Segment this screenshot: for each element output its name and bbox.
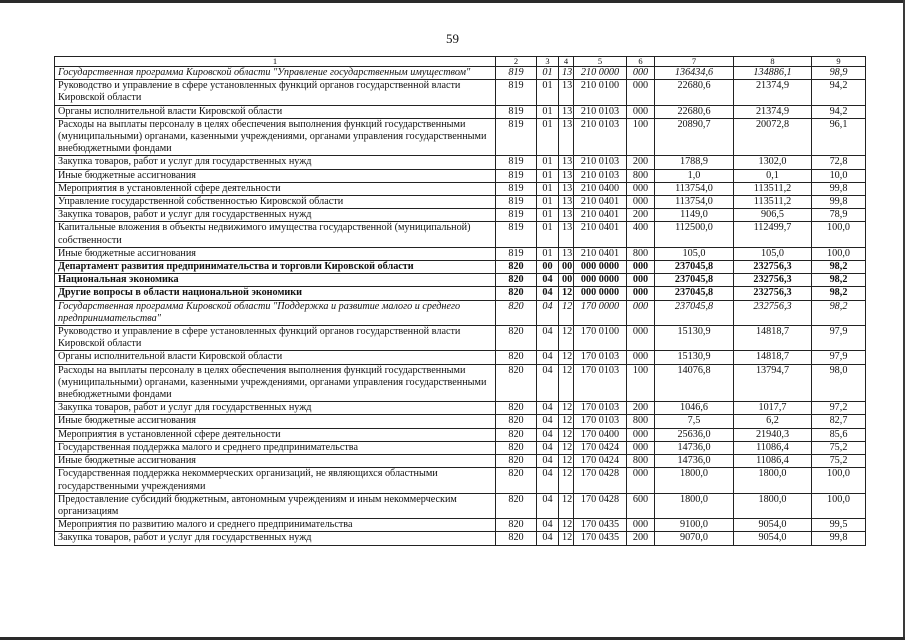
- percent-cell: 75,2: [812, 455, 866, 468]
- subsection-cell: 12: [559, 441, 574, 454]
- expense-type-cell: 000: [627, 351, 655, 364]
- admin-code-cell: 820: [496, 441, 537, 454]
- percent-cell: 98,2: [812, 261, 866, 274]
- expense-type-cell: 200: [627, 402, 655, 415]
- table-row: [55, 67, 866, 80]
- percent-cell: 82,7: [812, 415, 866, 428]
- expense-type-cell: 000: [627, 80, 655, 105]
- subsection-cell: 12: [559, 287, 574, 300]
- admin-code-cell: 820: [496, 364, 537, 402]
- table-row: [55, 351, 866, 364]
- expense-type-cell: 000: [627, 196, 655, 209]
- percent-cell: 78,9: [812, 209, 866, 222]
- planned-amount-cell: 9100,0: [655, 519, 734, 532]
- admin-code-cell: 820: [496, 455, 537, 468]
- planned-amount-cell: 237045,8: [655, 274, 734, 287]
- planned-amount-cell: 7,5: [655, 415, 734, 428]
- percent-cell: 94,2: [812, 80, 866, 105]
- section-cell: 01: [537, 118, 559, 156]
- target-article-cell: 170 0435: [574, 519, 627, 532]
- subsection-cell: 12: [559, 415, 574, 428]
- section-cell: 04: [537, 326, 559, 351]
- target-article-cell: 210 0401: [574, 247, 627, 260]
- table-row: [55, 287, 866, 300]
- target-article-cell: 170 0103: [574, 364, 627, 402]
- section-cell: 01: [537, 169, 559, 182]
- expense-type-cell: 000: [627, 67, 655, 80]
- section-cell: 01: [537, 247, 559, 260]
- percent-cell: 98,9: [812, 67, 866, 80]
- subsection-cell: 13: [559, 105, 574, 118]
- section-cell: 01: [537, 105, 559, 118]
- scan-edge-top: [0, 0, 905, 3]
- name-cell: Закупка товаров, работ и услуг для государственных нужд: [55, 532, 496, 545]
- actual-amount-cell: 20072,8: [734, 118, 812, 156]
- planned-amount-cell: 237045,8: [655, 287, 734, 300]
- actual-amount-cell: 105,0: [734, 247, 812, 260]
- percent-cell: 94,2: [812, 105, 866, 118]
- expense-type-cell: 000: [627, 300, 655, 325]
- target-article-cell: 170 0103: [574, 402, 627, 415]
- planned-amount-cell: 113754,0: [655, 196, 734, 209]
- admin-code-cell: 820: [496, 519, 537, 532]
- subsection-cell: 13: [559, 209, 574, 222]
- table-row: [55, 428, 866, 441]
- subsection-cell: 13: [559, 182, 574, 195]
- subsection-cell: 12: [559, 493, 574, 518]
- header-row: [55, 57, 866, 67]
- planned-amount-cell: 136434,6: [655, 67, 734, 80]
- subsection-cell: 13: [559, 156, 574, 169]
- expense-type-cell: 000: [627, 519, 655, 532]
- expense-type-cell: 200: [627, 156, 655, 169]
- table-body: [55, 67, 866, 546]
- percent-cell: 98,0: [812, 364, 866, 402]
- expense-type-cell: 000: [627, 105, 655, 118]
- actual-amount-cell: 21940,3: [734, 428, 812, 441]
- actual-amount-cell: 232756,3: [734, 287, 812, 300]
- table-row: [55, 364, 866, 402]
- subsection-cell: 00: [559, 261, 574, 274]
- section-cell: 04: [537, 441, 559, 454]
- planned-amount-cell: 15130,9: [655, 351, 734, 364]
- table-row: [55, 209, 866, 222]
- expense-type-cell: 000: [627, 261, 655, 274]
- admin-code-cell: 820: [496, 415, 537, 428]
- percent-cell: 99,8: [812, 182, 866, 195]
- planned-amount-cell: 22680,6: [655, 80, 734, 105]
- target-article-cell: 210 0103: [574, 118, 627, 156]
- name-cell: Департамент развития предпринимательства и торговли Кировской области: [55, 261, 496, 274]
- header-cell: 9: [812, 57, 866, 67]
- header-cell: 1: [55, 57, 496, 67]
- admin-code-cell: 819: [496, 67, 537, 80]
- percent-cell: 85,6: [812, 428, 866, 441]
- target-article-cell: 210 0401: [574, 196, 627, 209]
- table-row: [55, 80, 866, 105]
- percent-cell: 98,2: [812, 300, 866, 325]
- target-article-cell: 170 0400: [574, 428, 627, 441]
- target-article-cell: 170 0103: [574, 351, 627, 364]
- section-cell: 04: [537, 274, 559, 287]
- actual-amount-cell: 134886,1: [734, 67, 812, 80]
- expense-type-cell: 800: [627, 169, 655, 182]
- target-article-cell: 170 0424: [574, 441, 627, 454]
- subsection-cell: 12: [559, 532, 574, 545]
- expense-type-cell: 200: [627, 532, 655, 545]
- planned-amount-cell: 237045,8: [655, 300, 734, 325]
- planned-amount-cell: 112500,0: [655, 222, 734, 247]
- table-row: [55, 261, 866, 274]
- admin-code-cell: 819: [496, 118, 537, 156]
- planned-amount-cell: 1800,0: [655, 468, 734, 493]
- actual-amount-cell: 11086,4: [734, 441, 812, 454]
- planned-amount-cell: 9070,0: [655, 532, 734, 545]
- actual-amount-cell: 113511,2: [734, 196, 812, 209]
- header-cell: 5: [574, 57, 627, 67]
- admin-code-cell: 820: [496, 351, 537, 364]
- section-cell: 04: [537, 402, 559, 415]
- actual-amount-cell: 232756,3: [734, 300, 812, 325]
- table-row: [55, 455, 866, 468]
- planned-amount-cell: 15130,9: [655, 326, 734, 351]
- table-row: [55, 519, 866, 532]
- actual-amount-cell: 13794,7: [734, 364, 812, 402]
- percent-cell: 98,2: [812, 287, 866, 300]
- expense-type-cell: 100: [627, 364, 655, 402]
- table-row: [55, 493, 866, 518]
- table-row: [55, 118, 866, 156]
- name-cell: Закупка товаров, работ и услуг для государственных нужд: [55, 209, 496, 222]
- actual-amount-cell: 1302,0: [734, 156, 812, 169]
- subsection-cell: 12: [559, 468, 574, 493]
- name-cell: Закупка товаров, работ и услуг для государственных нужд: [55, 402, 496, 415]
- subsection-cell: 12: [559, 455, 574, 468]
- table-row: [55, 156, 866, 169]
- page-number: 59: [446, 31, 459, 46]
- header-cell: 3: [537, 57, 559, 67]
- table-row: [55, 532, 866, 545]
- name-cell: Предоставление субсидий бюджетным, автономным учреждениям и иным некоммерческим организациям: [55, 493, 496, 518]
- actual-amount-cell: 9054,0: [734, 519, 812, 532]
- section-cell: 04: [537, 519, 559, 532]
- name-cell: Закупка товаров, работ и услуг для государственных нужд: [55, 156, 496, 169]
- actual-amount-cell: 14818,7: [734, 326, 812, 351]
- name-cell: Иные бюджетные ассигнования: [55, 455, 496, 468]
- target-article-cell: 170 0424: [574, 455, 627, 468]
- planned-amount-cell: 1,0: [655, 169, 734, 182]
- subsection-cell: 12: [559, 519, 574, 532]
- section-cell: 04: [537, 415, 559, 428]
- target-article-cell: 170 0103: [574, 415, 627, 428]
- admin-code-cell: 820: [496, 428, 537, 441]
- target-article-cell: 210 0100: [574, 80, 627, 105]
- target-article-cell: 000 0000: [574, 274, 627, 287]
- percent-cell: 100,0: [812, 247, 866, 260]
- admin-code-cell: 820: [496, 532, 537, 545]
- subsection-cell: 13: [559, 118, 574, 156]
- expense-type-cell: 800: [627, 415, 655, 428]
- name-cell: Расходы на выплаты персоналу в целях обеспечения выполнения функций государственными (муниципальными) органами, казенными учреждениями, органами управления государственными внебюджетными фондами: [55, 364, 496, 402]
- expense-type-cell: 000: [627, 441, 655, 454]
- percent-cell: 99,8: [812, 532, 866, 545]
- percent-cell: 100,0: [812, 222, 866, 247]
- expense-type-cell: 000: [627, 274, 655, 287]
- name-cell: Управление государственной собственностью Кировской области: [55, 196, 496, 209]
- name-cell: Расходы на выплаты персоналу в целях обеспечения выполнения функций государственными (муниципальными) органами, казенными учреждениями, органами управления государственными внебюджетными фондами: [55, 118, 496, 156]
- percent-cell: 75,2: [812, 441, 866, 454]
- table-row: [55, 105, 866, 118]
- admin-code-cell: 820: [496, 326, 537, 351]
- table-row: [55, 274, 866, 287]
- name-cell: Мероприятия по развитию малого и среднего предпринимательства: [55, 519, 496, 532]
- expense-type-cell: 000: [627, 287, 655, 300]
- actual-amount-cell: 9054,0: [734, 532, 812, 545]
- admin-code-cell: 819: [496, 196, 537, 209]
- planned-amount-cell: 1788,9: [655, 156, 734, 169]
- table-row: [55, 196, 866, 209]
- subsection-cell: 00: [559, 274, 574, 287]
- target-article-cell: 210 0400: [574, 182, 627, 195]
- admin-code-cell: 820: [496, 274, 537, 287]
- name-cell: Иные бюджетные ассигнования: [55, 247, 496, 260]
- actual-amount-cell: 112499,7: [734, 222, 812, 247]
- subsection-cell: 12: [559, 326, 574, 351]
- expense-type-cell: 200: [627, 209, 655, 222]
- planned-amount-cell: 14076,8: [655, 364, 734, 402]
- section-cell: 01: [537, 67, 559, 80]
- name-cell: Национальная экономика: [55, 274, 496, 287]
- table-row: [55, 300, 866, 325]
- name-cell: Государственная поддержка некоммерческих организаций, не являющихся областными государственными учреждениями: [55, 468, 496, 493]
- percent-cell: 98,2: [812, 274, 866, 287]
- name-cell: Руководство и управление в сфере установленных функций органов государственной власти Кировской области: [55, 326, 496, 351]
- header-cell: 2: [496, 57, 537, 67]
- subsection-cell: 13: [559, 247, 574, 260]
- actual-amount-cell: 21374,9: [734, 80, 812, 105]
- admin-code-cell: 819: [496, 105, 537, 118]
- subsection-cell: 12: [559, 402, 574, 415]
- actual-amount-cell: 232756,3: [734, 261, 812, 274]
- name-cell: Органы исполнительной власти Кировской области: [55, 351, 496, 364]
- admin-code-cell: 819: [496, 247, 537, 260]
- section-cell: 04: [537, 287, 559, 300]
- target-article-cell: 000 0000: [574, 261, 627, 274]
- percent-cell: 100,0: [812, 493, 866, 518]
- section-cell: 04: [537, 300, 559, 325]
- table-row: [55, 169, 866, 182]
- actual-amount-cell: 113511,2: [734, 182, 812, 195]
- name-cell: Иные бюджетные ассигнования: [55, 415, 496, 428]
- table-row: [55, 247, 866, 260]
- planned-amount-cell: 113754,0: [655, 182, 734, 195]
- target-article-cell: 170 0435: [574, 532, 627, 545]
- percent-cell: 100,0: [812, 468, 866, 493]
- admin-code-cell: 820: [496, 493, 537, 518]
- actual-amount-cell: 11086,4: [734, 455, 812, 468]
- target-article-cell: 170 0428: [574, 493, 627, 518]
- budget-table: [54, 56, 866, 546]
- actual-amount-cell: 1017,7: [734, 402, 812, 415]
- section-cell: 04: [537, 364, 559, 402]
- section-cell: 04: [537, 493, 559, 518]
- planned-amount-cell: 1800,0: [655, 493, 734, 518]
- percent-cell: 96,1: [812, 118, 866, 156]
- section-cell: 01: [537, 156, 559, 169]
- target-article-cell: 210 0401: [574, 209, 627, 222]
- target-article-cell: 210 0401: [574, 222, 627, 247]
- table-row: [55, 222, 866, 247]
- admin-code-cell: 820: [496, 287, 537, 300]
- admin-code-cell: 819: [496, 182, 537, 195]
- target-article-cell: 170 0000: [574, 300, 627, 325]
- planned-amount-cell: 22680,6: [655, 105, 734, 118]
- name-cell: Мероприятия в установленной сфере деятельности: [55, 428, 496, 441]
- section-cell: 01: [537, 222, 559, 247]
- name-cell: Государственная программа Кировской области "Управление государственным имуществом": [55, 67, 496, 80]
- section-cell: 01: [537, 196, 559, 209]
- admin-code-cell: 819: [496, 209, 537, 222]
- expense-type-cell: 800: [627, 247, 655, 260]
- subsection-cell: 12: [559, 364, 574, 402]
- expense-type-cell: 000: [627, 182, 655, 195]
- subsection-cell: 13: [559, 169, 574, 182]
- actual-amount-cell: 0,1: [734, 169, 812, 182]
- subsection-cell: 13: [559, 222, 574, 247]
- header-cell: 6: [627, 57, 655, 67]
- expense-type-cell: 400: [627, 222, 655, 247]
- name-cell: Иные бюджетные ассигнования: [55, 169, 496, 182]
- percent-cell: 10,0: [812, 169, 866, 182]
- table-row: [55, 415, 866, 428]
- percent-cell: 97,9: [812, 351, 866, 364]
- section-cell: 01: [537, 182, 559, 195]
- target-article-cell: 000 0000: [574, 287, 627, 300]
- target-article-cell: 210 0103: [574, 169, 627, 182]
- admin-code-cell: 820: [496, 300, 537, 325]
- expense-type-cell: 800: [627, 455, 655, 468]
- admin-code-cell: 819: [496, 80, 537, 105]
- header-cell: 8: [734, 57, 812, 67]
- section-cell: 01: [537, 209, 559, 222]
- planned-amount-cell: 1149,0: [655, 209, 734, 222]
- actual-amount-cell: 906,5: [734, 209, 812, 222]
- table-row: [55, 441, 866, 454]
- planned-amount-cell: 14736,0: [655, 455, 734, 468]
- name-cell: Мероприятия в установленной сфере деятельности: [55, 182, 496, 195]
- planned-amount-cell: 237045,8: [655, 261, 734, 274]
- expense-type-cell: 100: [627, 118, 655, 156]
- name-cell: Органы исполнительной власти Кировской области: [55, 105, 496, 118]
- actual-amount-cell: 21374,9: [734, 105, 812, 118]
- planned-amount-cell: 20890,7: [655, 118, 734, 156]
- planned-amount-cell: 105,0: [655, 247, 734, 260]
- actual-amount-cell: 1800,0: [734, 493, 812, 518]
- section-cell: 04: [537, 351, 559, 364]
- subsection-cell: 13: [559, 80, 574, 105]
- section-cell: 04: [537, 532, 559, 545]
- header-cell: 7: [655, 57, 734, 67]
- percent-cell: 72,8: [812, 156, 866, 169]
- planned-amount-cell: 14736,0: [655, 441, 734, 454]
- name-cell: Капитальные вложения в объекты недвижимого имущества государственной (муниципальной) собственности: [55, 222, 496, 247]
- name-cell: Государственная программа Кировской области "Поддержка и развитие малого и среднего предпринимательства": [55, 300, 496, 325]
- percent-cell: 99,5: [812, 519, 866, 532]
- target-article-cell: 210 0000: [574, 67, 627, 80]
- section-cell: 04: [537, 428, 559, 441]
- admin-code-cell: 819: [496, 156, 537, 169]
- actual-amount-cell: 14818,7: [734, 351, 812, 364]
- admin-code-cell: 819: [496, 169, 537, 182]
- target-article-cell: 210 0103: [574, 105, 627, 118]
- subsection-cell: 12: [559, 300, 574, 325]
- percent-cell: 99,8: [812, 196, 866, 209]
- subsection-cell: 12: [559, 428, 574, 441]
- percent-cell: 97,9: [812, 326, 866, 351]
- table-row: [55, 468, 866, 493]
- subsection-cell: 13: [559, 196, 574, 209]
- section-cell: 00: [537, 261, 559, 274]
- admin-code-cell: 820: [496, 261, 537, 274]
- admin-code-cell: 820: [496, 468, 537, 493]
- name-cell: Руководство и управление в сфере установленных функций органов государственной власти Кировской области: [55, 80, 496, 105]
- planned-amount-cell: 1046,6: [655, 402, 734, 415]
- table-row: [55, 182, 866, 195]
- actual-amount-cell: 6,2: [734, 415, 812, 428]
- table-row: [55, 326, 866, 351]
- expense-type-cell: 600: [627, 493, 655, 518]
- section-cell: 04: [537, 468, 559, 493]
- section-cell: 01: [537, 80, 559, 105]
- planned-amount-cell: 25636,0: [655, 428, 734, 441]
- table-row: [55, 402, 866, 415]
- subsection-cell: 12: [559, 351, 574, 364]
- subsection-cell: 13: [559, 67, 574, 80]
- header-cell: 4: [559, 57, 574, 67]
- admin-code-cell: 819: [496, 222, 537, 247]
- target-article-cell: 170 0428: [574, 468, 627, 493]
- expense-type-cell: 000: [627, 428, 655, 441]
- admin-code-cell: 820: [496, 402, 537, 415]
- actual-amount-cell: 1800,0: [734, 468, 812, 493]
- expense-type-cell: 000: [627, 468, 655, 493]
- percent-cell: 97,2: [812, 402, 866, 415]
- name-cell: Государственная поддержка малого и среднего предпринимательства: [55, 441, 496, 454]
- section-cell: 04: [537, 455, 559, 468]
- target-article-cell: 210 0103: [574, 156, 627, 169]
- actual-amount-cell: 232756,3: [734, 274, 812, 287]
- expense-type-cell: 000: [627, 326, 655, 351]
- target-article-cell: 170 0100: [574, 326, 627, 351]
- name-cell: Другие вопросы в области национальной экономики: [55, 287, 496, 300]
